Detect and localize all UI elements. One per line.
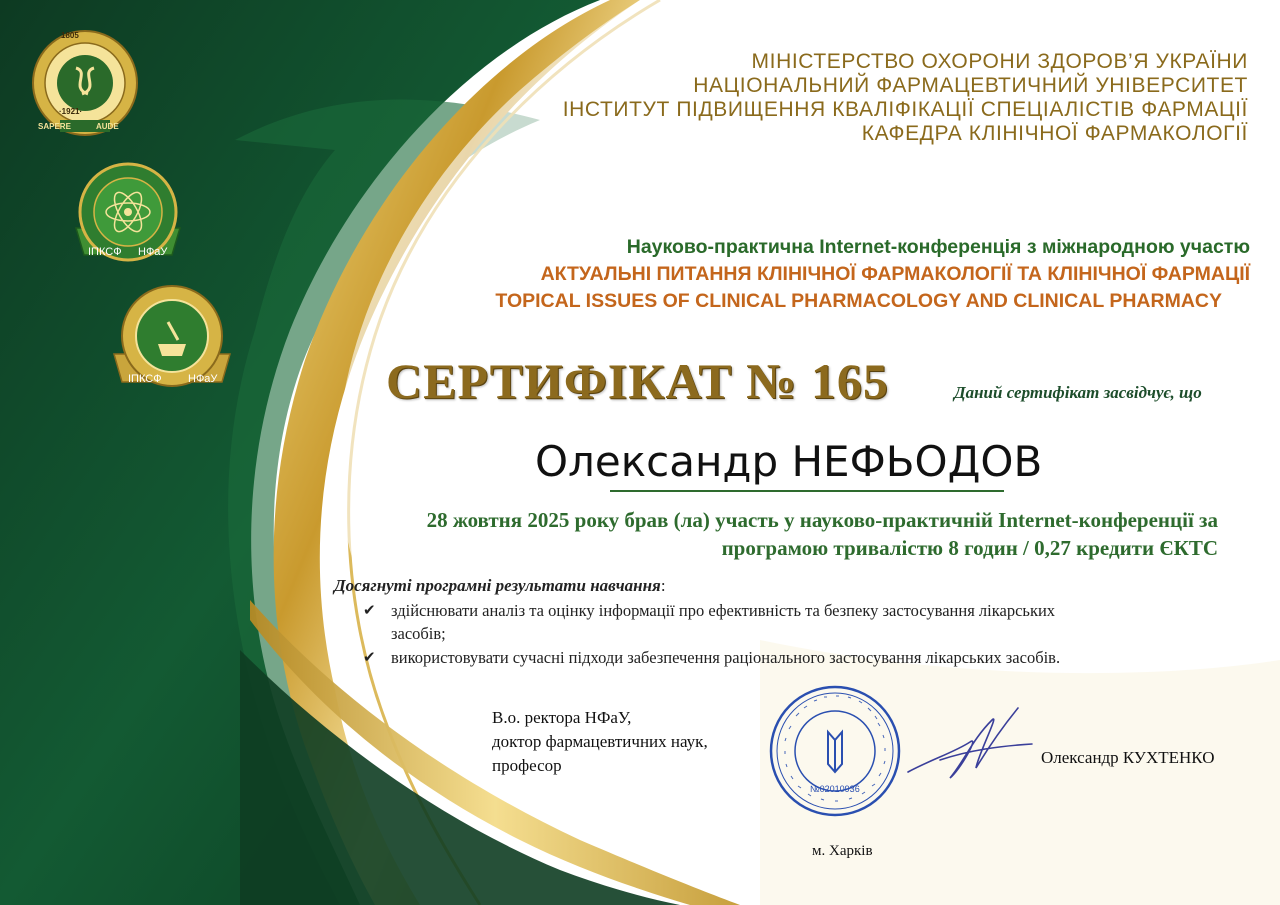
logo3-right-label: НФаУ	[188, 373, 218, 385]
conference-title-ua: АКТУАЛЬНІ ПИТАННЯ КЛІНІЧНОЇ ФАРМАКОЛОГІЇ ТА КЛІНІЧНОЇ ФАРМАЦІЇ	[540, 263, 1250, 285]
logo1-motto-right: AUDE	[96, 122, 119, 131]
institute-logo-icon	[68, 160, 188, 270]
logo1-year: ·1921·	[59, 107, 83, 116]
signature-icon	[900, 700, 1040, 790]
certificate-title: СЕРТИФІКАТ № 165	[386, 353, 889, 409]
conference-type: Науково-практична Internet-конференція з міжнародною участю	[626, 236, 1250, 258]
checkmark-icon: ✔	[363, 648, 376, 666]
participation-line-2: програмою тривалістю 8 годин / 0,27 кредити ЄКТС	[721, 536, 1218, 560]
stamp-code: №02010936	[810, 784, 860, 794]
checkmark-icon: ✔	[363, 601, 376, 619]
outcome-item-continued: засобів;	[391, 624, 446, 643]
outcome-item: здійснювати аналіз та оцінку інформації про ефективність та безпеку застосування лікарських	[391, 601, 1056, 620]
logo1-motto-left: SAPERE	[38, 122, 71, 131]
recipient-underline	[610, 490, 1004, 492]
header-department: КАФЕДРА КЛІНІЧНОЇ ФАРМАКОЛОГІЇ	[861, 122, 1248, 145]
logo1-year-top: 1805	[61, 31, 79, 40]
city: м. Харків	[812, 843, 873, 859]
participation-line-1: 28 жовтня 2025 року брав (ла) участь у науково-практичній Internet-конференції за	[426, 508, 1218, 532]
conference-title-en: TOPICAL ISSUES OF CLINICAL PHARMACOLOGY AND CLINICAL PHARMACY	[495, 290, 1222, 312]
outcome-item: використовувати сучасні підходи забезпечення раціонального застосування лікарських засобів.	[391, 648, 1061, 667]
header-institute: ІНСТИТУТ ПІДВИЩЕННЯ КВАЛІФІКАЦІЇ СПЕЦІАЛІСТІВ ФАРМАЦІЇ	[562, 98, 1248, 121]
signatory-position-1: В.о. ректора НФаУ,	[492, 708, 632, 727]
outcomes-heading: Досягнуті програмні результати навчання:	[334, 576, 666, 595]
signatory-position-3: професор	[492, 756, 562, 775]
certificate-testifies: Даний сертифікат засвідчує, що	[954, 383, 1202, 402]
recipient-name: Олександр НЕФЬОДОВ	[535, 437, 1043, 486]
logo2-left-label: ІПКСФ	[88, 246, 122, 258]
logo2-right-label: НФаУ	[138, 246, 168, 258]
official-stamp-icon	[766, 682, 904, 820]
logo3-left-label: ІПКСФ	[128, 373, 162, 385]
signatory-name: Олександр КУХТЕНКО	[1041, 748, 1215, 767]
header-ministry: МІНІСТЕРСТВО ОХОРОНИ ЗДОРОВ’Я УКРАЇНИ	[751, 50, 1248, 73]
header-university: НАЦІОНАЛЬНИЙ ФАРМАЦЕВТИЧНИЙ УНІВЕРСИТЕТ	[693, 74, 1248, 97]
signatory-position-2: доктор фармацевтичних наук,	[492, 732, 708, 751]
